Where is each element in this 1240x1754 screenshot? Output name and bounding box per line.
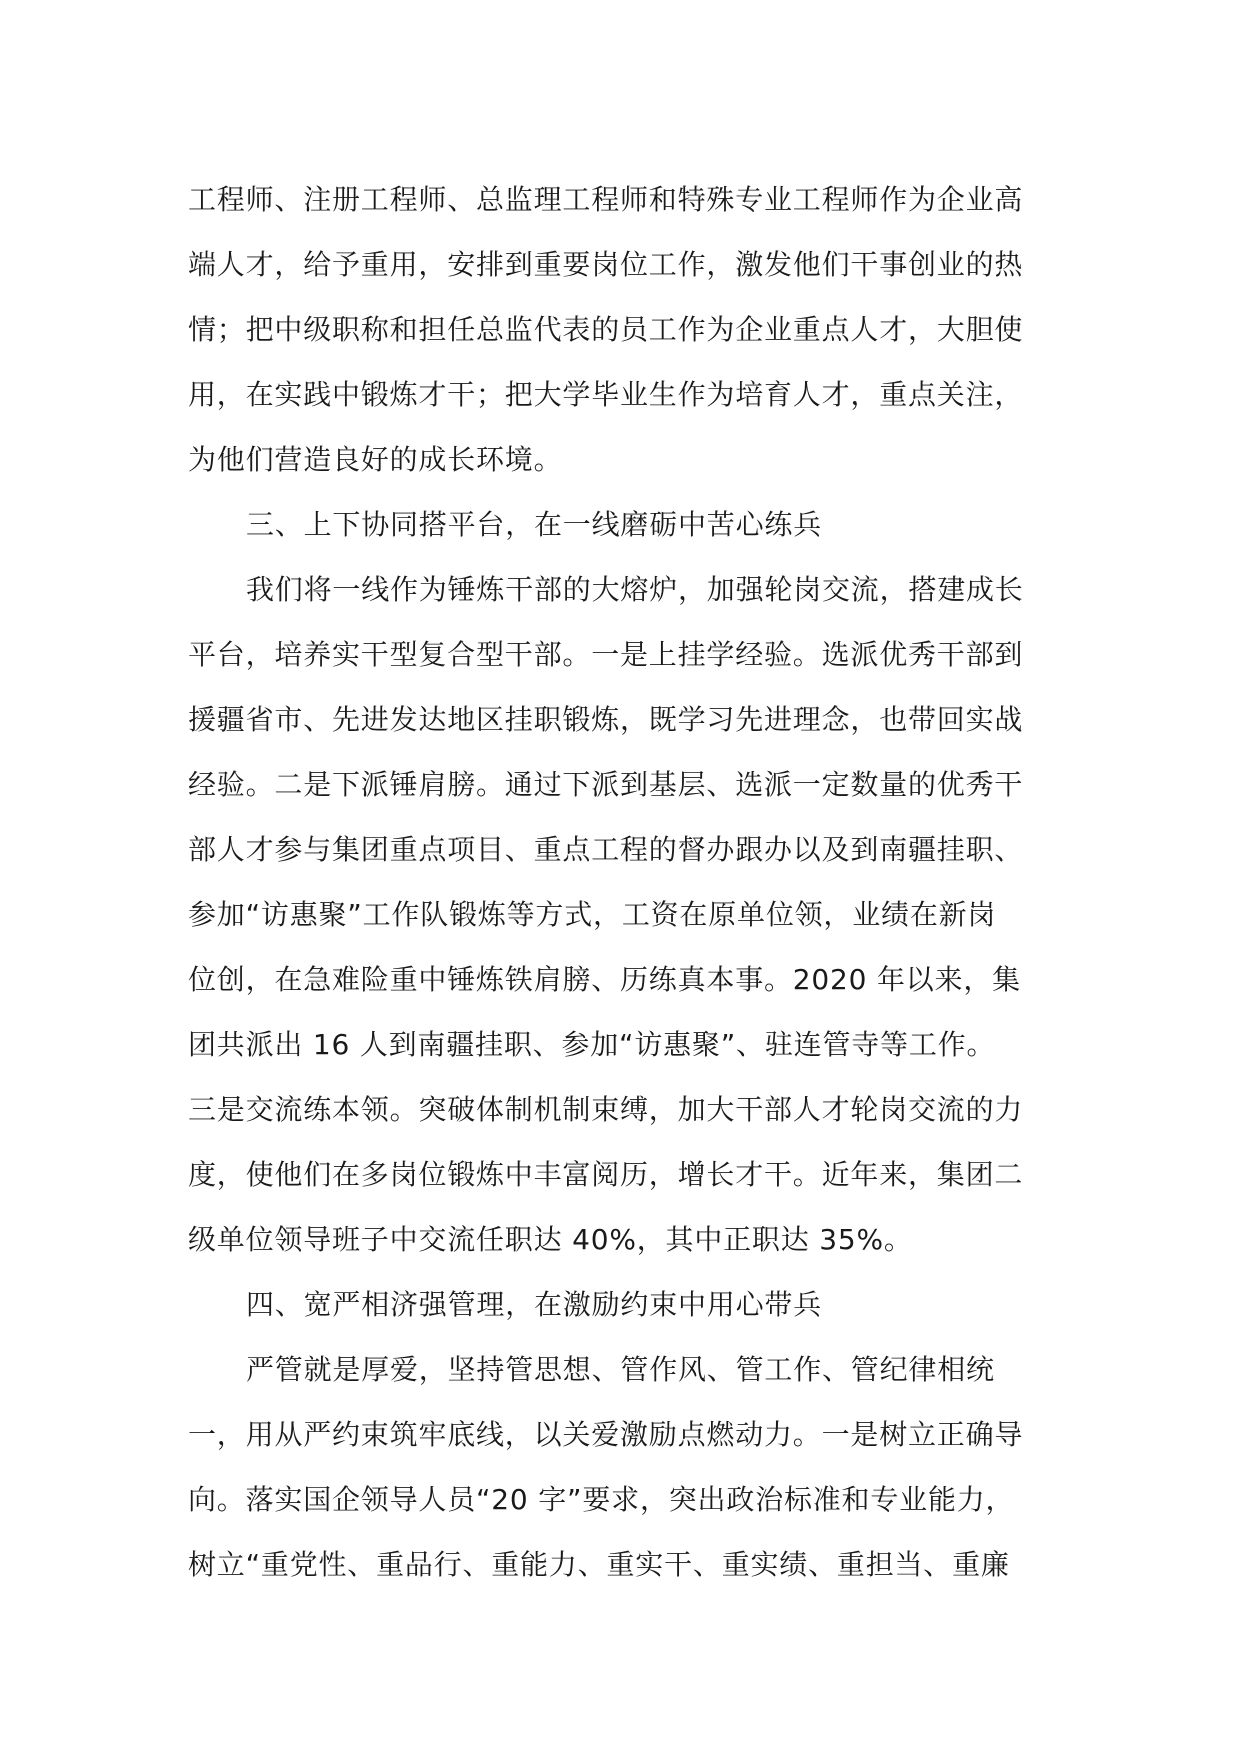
- text-line: 工程师、注册工程师、总监理工程师和特殊专业工程师作为企业高: [188, 183, 1024, 216]
- text-line: 援疆省市、先进发达地区挂职锻炼，既学习先进理念，也带回实战: [188, 703, 1024, 736]
- text-line: 部人才参与集团重点项目、重点工程的督办跟办以及到南疆挂职、: [188, 833, 1024, 866]
- text-line: 参加“访惠聚”工作队锻炼等方式，工资在原单位领，业绩在新岗: [188, 898, 997, 931]
- text-line: 端人才，给予重用，安排到重要岗位工作，激发他们干事创业的热: [188, 248, 1024, 281]
- document-body: [188, 167, 1050, 1597]
- text-line: 树立“重党性、重品行、重能力、重实干、重实绩、重担当、重廉: [188, 1548, 1010, 1581]
- text-line: 严管就是厚爱，坚持管思想、管作风、管工作、管纪律相统: [246, 1353, 995, 1386]
- text-line: 级单位领导班子中交流任职达 40%，其中正职达 35%。: [188, 1223, 913, 1256]
- text-line: 为他们营造良好的成长环境。: [188, 443, 563, 476]
- text-line: 平台，培养实干型复合型干部。一是上挂学经验。选派优秀干部到: [188, 638, 1024, 671]
- text-line: 我们将一线作为锤炼干部的大熔炉，加强轮岗交流，搭建成长: [246, 573, 1024, 606]
- text-line: 三是交流练本领。突破体制机制束缚，加大干部人才轮岗交流的力: [188, 1093, 1024, 1126]
- text-line: 位创，在急难险重中锤炼铁肩膀、历练真本事。2020 年以来，集: [188, 963, 1021, 996]
- text-line: 用，在实践中锻炼才干；把大学毕业生作为培育人才，重点关注，: [188, 378, 1024, 411]
- text-line: 一，用从严约束筑牢底线，以关爱激励点燃动力。一是树立正确导: [188, 1418, 1024, 1451]
- text-line: 向。落实国企领导人员“20 字”要求，突出政治标准和专业能力，: [188, 1483, 1015, 1516]
- text-line: 经验。二是下派锤肩膀。通过下派到基层、选派一定数量的优秀干: [188, 768, 1024, 801]
- text-line: 情；把中级职称和担任总监代表的员工作为企业重点人才，大胆使: [188, 313, 1024, 346]
- section-heading: 三、上下协同搭平台，在一线磨砺中苦心练兵: [246, 508, 823, 541]
- text-line: 团共派出 16 人到南疆挂职、参加“访惠聚”、驻连管寺等工作。: [188, 1028, 996, 1061]
- text-line: 度，使他们在多岗位锻炼中丰富阅历，增长才干。近年来，集团二: [188, 1158, 1024, 1191]
- section-heading: 四、宽严相济强管理，在激励约束中用心带兵: [246, 1288, 823, 1321]
